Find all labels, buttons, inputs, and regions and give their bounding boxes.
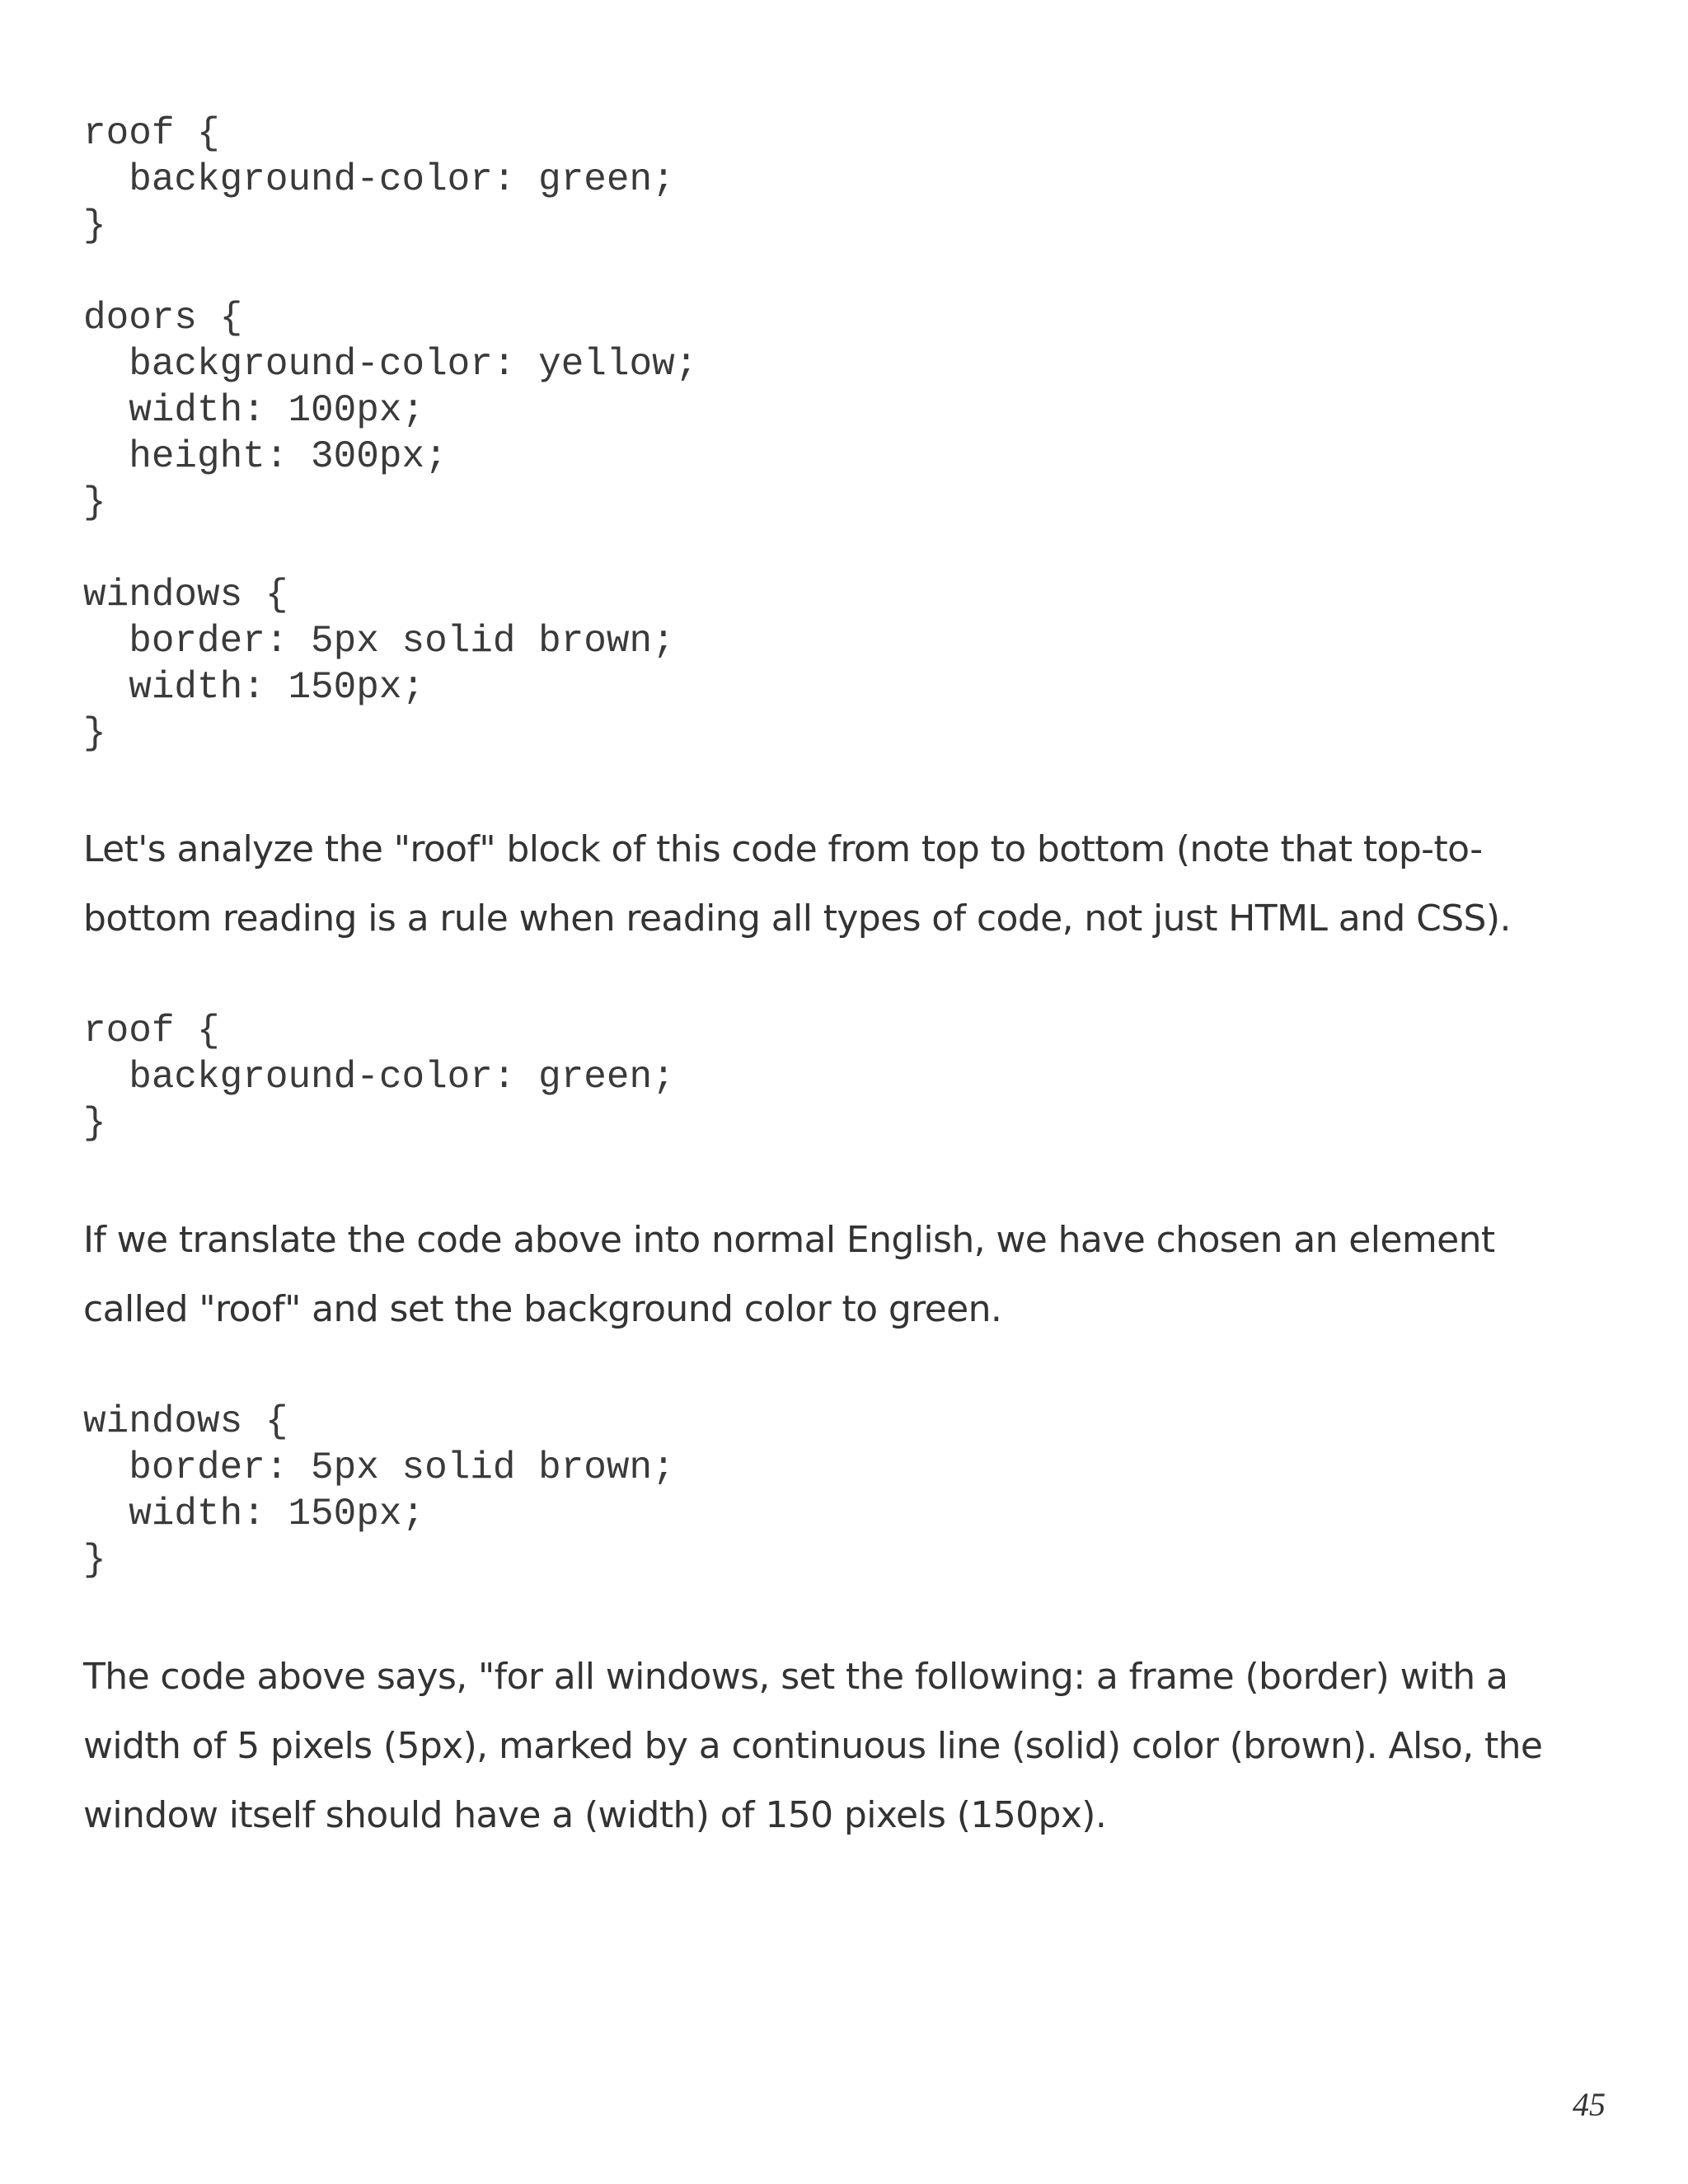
paragraph-roof-translation (83, 1206, 1583, 1344)
paragraph-line: Let's analyze the "roof" block of this code from top to bottom (note that top-to- (83, 828, 1483, 870)
code-line: } (83, 204, 106, 247)
paragraph-windows-explanation (83, 1643, 1583, 1850)
code-line: doors { (83, 297, 243, 340)
code-block-full-stylesheet (83, 110, 1583, 757)
body-paragraph (83, 1206, 1583, 1344)
code-line: width: 100px; (83, 389, 425, 432)
code-line: background-color: yellow; (83, 343, 698, 386)
code-line: background-color: green; (83, 1056, 675, 1099)
code-line: } (83, 1102, 106, 1145)
code-listing (83, 1008, 1583, 1146)
paragraph-line: If we translate the code above into normal English, we have chosen an element (83, 1219, 1495, 1261)
code-block-roof (83, 1008, 1583, 1146)
code-line: width: 150px; (83, 1493, 425, 1535)
paragraph-line: The code above says, "for all windows, set the following: a frame (border) with a (83, 1656, 1508, 1698)
page-number: 45 (1573, 2086, 1606, 2123)
paragraph-roof-analysis (83, 815, 1583, 954)
paragraph-line: called "roof" and set the background color to green. (83, 1288, 1002, 1330)
code-block-windows (83, 1399, 1583, 1583)
code-listing (83, 1399, 1583, 1583)
code-line: } (83, 712, 106, 755)
code-line-blank (83, 249, 1583, 295)
code-line: border: 5px solid brown; (83, 1446, 675, 1489)
code-line: height: 300px; (83, 435, 448, 478)
paragraph-line: window itself should have a (width) of 150 pixels (150px). (83, 1794, 1107, 1836)
paragraph-line: bottom reading is a rule when reading all types of code, not just HTML and CSS). (83, 898, 1511, 940)
body-paragraph (83, 1643, 1583, 1850)
code-listing (83, 110, 1583, 757)
code-line: roof { (83, 1010, 220, 1052)
code-line: roof { (83, 112, 220, 155)
code-line: background-color: green; (83, 158, 675, 201)
paragraph-line: width of 5 pixels (5px), marked by a continuous line (solid) color (brown). Also, the (83, 1725, 1543, 1767)
code-line: windows { (83, 1400, 288, 1443)
code-line: } (83, 481, 106, 524)
code-line-blank (83, 526, 1583, 572)
body-paragraph (83, 815, 1583, 954)
code-line: } (83, 1539, 106, 1582)
code-line: border: 5px solid brown; (83, 620, 675, 663)
code-line: windows { (83, 574, 288, 616)
code-line: width: 150px; (83, 666, 425, 709)
